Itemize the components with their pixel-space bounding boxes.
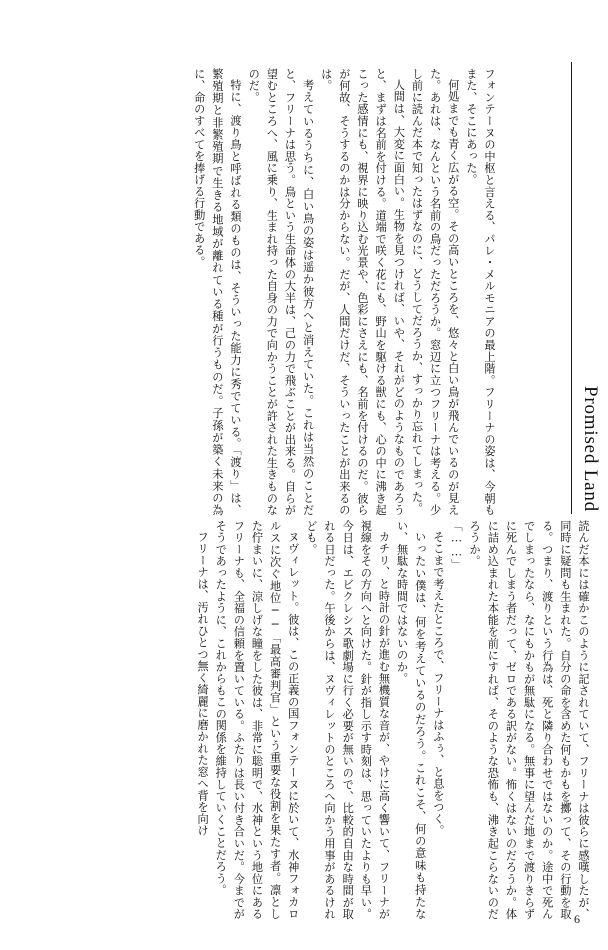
title-vertical-rule — [571, 62, 572, 514]
paragraph: 人間は、大変に面白い。生物を見つければ、いや、それがどのようなものであろうと、まずは名前を付ける。道端で咲く花にも、野山を駆ける獣にも、心の中に沸き起こった感情にも、視界に映り込む光景や、色彩にさえにも、名前を付けるのだ。彼らが何故、そうするのかは分からない。だが、人間だけだ、そういったことが出来るのは。 — [319, 68, 406, 516]
chapter-title-block — [571, 62, 600, 514]
paragraph: 何処までも青く広がる空。その高いところを、悠々と白い鳥が飛んでいるのが見えた。あれは、なんという名前の鳥だっただろうか。窓辺に立つフリーナは考える。少し前に読んだ本で知ったはずなのに、どうしてだろうか、すっかり忘れてしまった。 — [410, 68, 460, 516]
body-text-bottom-block — [20, 520, 592, 920]
paragraph: 読んだ本には確かこのように記されていて、フリーナは彼らに感嘆したが、同時に疑問も生まれた。自分の命を含めた何もかもを擲って、その行動を取る。つまり、渡りという行為は、死と隣り合わせではないのか。途中で死んでしまったなら、なにもかもが無駄になる。無事に望んだ地まで渡りきらずに死んでしまう者だって、ゼロである訳がない。怖くはないのだろうか。体に詰め込まれた本能を前にすれば、そのような恐怖も、沸き起こらないのだろうか。 — [468, 520, 590, 920]
paragraph: フォンテーヌの中枢と言える、パレ・メルモニアの最上階。フリーナの姿は、今朝もまた、そこにあった。 — [464, 68, 496, 516]
paragraph: 特に、渡り鳥と呼ばれる類のものは、そういった能力に秀でている。「渡り」は、繁殖期と非繁殖期で生きる地域が離れている種が行うものだ。子孫が築く未来の為に、命のすべてを捧げる行動である。 — [192, 68, 243, 516]
paragraph: 「……」 — [450, 520, 464, 571]
paragraph: ヌヴィレット。彼は、この正義の国フォンテーヌに於いて、水神フォカロルスに次ぐ地位──「最高審判官」という重要な役割を果たす者。凛とした佇まいに、涼しげな瞳をした彼は、非常に聡明で、水神という地位にあるフリーナも、全福の信頼を置いている。ふたりは長い付き合いだ。今までがそうであったように、これからもこの関係を維持していくことだろう。 — [214, 520, 300, 920]
page-number: 6 — [574, 912, 580, 926]
body-text-top-block — [22, 68, 498, 516]
paragraph: そこまで考えたところで、フリーナはふぅ、と息をつく。 — [431, 531, 445, 837]
paragraph: フリーナは、汚れひとつ無く綺麗に磨かれた窓へ背を向け — [196, 531, 210, 837]
paragraph: いったい僕は、何を考えているのだろう。これこそ、何の意味も持たない、無駄な時間ではないのか。 — [395, 520, 427, 920]
paragraph: 考えているうちに、白い鳥の姿は遥か彼方へと消えていた。これは当然のことだと、フリーナは思う。鳥という生命体の大半は、己の力で飛ぶことが出来る。自らが望むところへ、風に乗り、生まれ持った自身の力で向かうことが許された生きものなのだ。 — [247, 68, 315, 516]
paragraph: カチリ、と時計の針が進む無機質な音が、やけに高く響いて、フリーナが視線をその方向へと向けた。針が指し示す時刻は、思っていたよりも早い。今日は、エビクレシス歌劇場に行く必要が無いので、比較的自由な時間が取れる日だった。午後からは、ヌヴィレットのところへ向かう用事があるけれども。 — [304, 520, 391, 920]
page-title: Promised Land — [580, 386, 601, 512]
